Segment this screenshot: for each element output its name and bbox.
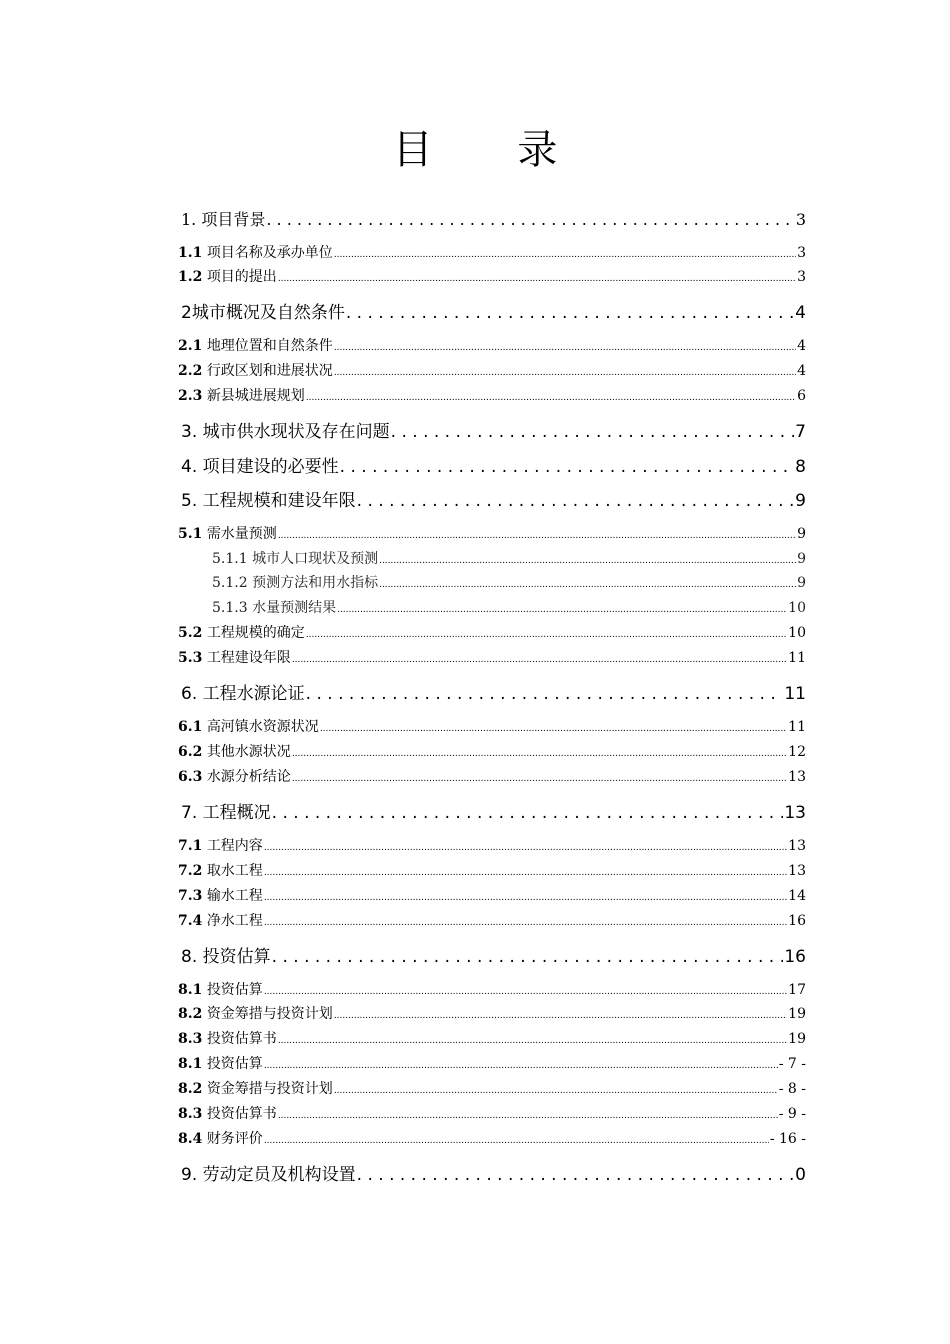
toc-entry-text: 工程建设年限 bbox=[206, 650, 291, 666]
toc-entry-text: 投资估算 bbox=[206, 1056, 263, 1072]
toc-entry-text: 取水工程 bbox=[206, 863, 263, 879]
toc-entry[interactable] bbox=[181, 800, 806, 826]
dot-leader bbox=[357, 1162, 795, 1188]
toc-entry-number: 7.4 bbox=[178, 913, 203, 929]
dot-leader bbox=[379, 550, 796, 570]
toc-entry-label bbox=[178, 360, 333, 382]
toc-entry-text: 城市供水现状及存在问题 bbox=[202, 422, 390, 442]
toc-entry-page: 8 bbox=[795, 457, 806, 477]
toc-entry[interactable] bbox=[178, 1028, 806, 1050]
toc-entry-label bbox=[178, 979, 263, 1001]
toc-entry-label bbox=[178, 1028, 277, 1050]
toc-entry-text: 投资估算书 bbox=[206, 1031, 277, 1047]
toc-entry-label bbox=[181, 454, 339, 480]
toc-entry-text: 净水工程 bbox=[206, 913, 263, 929]
toc-entry-number: 6.1 bbox=[178, 719, 203, 735]
dot-leader bbox=[272, 944, 784, 970]
toc-entry-text: 输水工程 bbox=[206, 888, 263, 904]
toc-entry-page: 12 bbox=[788, 744, 806, 760]
toc-entry-label bbox=[178, 835, 263, 857]
toc-entry-label bbox=[178, 1078, 333, 1100]
toc-entry-label bbox=[181, 488, 356, 514]
toc-entry-text: 地理位置和自然条件 bbox=[206, 338, 333, 354]
toc-entry[interactable] bbox=[178, 885, 806, 907]
toc-entry-page: - 16 - bbox=[769, 1131, 806, 1147]
dot-leader bbox=[292, 649, 787, 669]
toc-entry[interactable] bbox=[212, 548, 806, 570]
toc-entry-text: 资金筹措与投资计划 bbox=[206, 1081, 333, 1097]
toc-entry-page: 9 bbox=[797, 551, 806, 567]
toc-entry-page: - 9 - bbox=[778, 1106, 806, 1122]
toc-entry-label bbox=[212, 597, 336, 619]
dot-leader bbox=[264, 912, 787, 932]
toc-entry[interactable] bbox=[181, 207, 806, 233]
toc-entry-text: 新县城进展规划 bbox=[206, 388, 305, 404]
toc-entry-text: 行政区划和进展状况 bbox=[206, 363, 333, 379]
toc-entry-page: 17 bbox=[788, 982, 806, 998]
toc-entry-page: 19 bbox=[788, 1006, 806, 1022]
toc-entry-number: 9. bbox=[181, 1165, 198, 1185]
toc-entry-label bbox=[178, 1053, 263, 1075]
dot-leader bbox=[278, 525, 796, 545]
toc-entry-text: 工程规模和建设年限 bbox=[202, 491, 356, 511]
toc-entry-label bbox=[178, 885, 263, 907]
dot-leader bbox=[278, 1030, 787, 1050]
dot-leader bbox=[334, 1080, 778, 1100]
toc-entry-text: 工程水源论证 bbox=[202, 684, 305, 704]
dot-leader bbox=[264, 981, 787, 1001]
dot-leader bbox=[346, 300, 794, 326]
toc-entry[interactable] bbox=[178, 1078, 806, 1100]
toc-entry-number: 5.2 bbox=[178, 625, 203, 641]
dot-leader bbox=[278, 268, 796, 288]
toc-entry-label bbox=[178, 647, 291, 669]
toc-entry-label bbox=[181, 681, 305, 707]
toc-entry[interactable] bbox=[178, 266, 806, 288]
toc-entry-label bbox=[181, 207, 265, 233]
toc-entry-number: 8.4 bbox=[178, 1131, 203, 1147]
toc-entry-number: 1. bbox=[181, 210, 197, 229]
toc-entry-page: 13 bbox=[788, 838, 806, 854]
toc-entry-number: 5.1.1 bbox=[212, 551, 248, 567]
toc-entry-label bbox=[181, 1162, 356, 1188]
toc-entry-page: 11 bbox=[788, 650, 806, 666]
toc-entry-text: 城市概况及自然条件 bbox=[191, 303, 345, 323]
dot-leader bbox=[306, 387, 796, 407]
toc-entry[interactable] bbox=[178, 1103, 806, 1125]
toc-entry-text: 需水量预测 bbox=[206, 526, 277, 542]
toc-entry-page: 6 bbox=[797, 388, 806, 404]
dot-leader bbox=[357, 488, 795, 514]
toc-entry-number: 8.2 bbox=[178, 1081, 203, 1097]
toc-entry-number: 7.1 bbox=[178, 838, 203, 854]
toc-entry-page: 14 bbox=[788, 888, 806, 904]
toc-entry[interactable] bbox=[178, 242, 806, 264]
dot-leader bbox=[334, 1005, 787, 1025]
toc-entry-number: 2.2 bbox=[178, 363, 203, 379]
toc-entry-label bbox=[178, 385, 305, 407]
toc-entry-text: 工程概况 bbox=[202, 803, 271, 823]
toc-entry-text: 预测方法和用水指标 bbox=[252, 575, 379, 591]
toc-entry-text: 项目名称及承办单位 bbox=[206, 245, 333, 261]
toc-entry[interactable] bbox=[178, 1128, 806, 1150]
toc-entry[interactable] bbox=[178, 385, 806, 407]
toc-entry-number: 2.3 bbox=[178, 388, 203, 404]
toc-entry-text: 高河镇水资源状况 bbox=[206, 719, 319, 735]
dot-leader bbox=[292, 768, 787, 788]
dot-leader bbox=[337, 599, 787, 619]
dot-leader bbox=[292, 743, 787, 763]
toc-entry-number: 6.2 bbox=[178, 744, 203, 760]
toc-entry-page: 9 bbox=[797, 575, 806, 591]
dot-leader bbox=[306, 624, 787, 644]
dot-leader bbox=[264, 1130, 769, 1150]
toc-entry-page: 4 bbox=[797, 363, 806, 379]
toc-entry-number: 4. bbox=[181, 457, 198, 477]
toc-entry[interactable] bbox=[181, 681, 806, 707]
toc-entry-label bbox=[178, 766, 291, 788]
toc-entry-label bbox=[178, 716, 319, 738]
toc-entry-number: 8.2 bbox=[178, 1006, 203, 1022]
toc-entry-page: 3 bbox=[795, 210, 806, 229]
toc-entry-label bbox=[178, 622, 305, 644]
toc-entry-number: 8.3 bbox=[178, 1106, 203, 1122]
toc-entry-number: 5.1.2 bbox=[212, 575, 248, 591]
toc-entry-number: 5. bbox=[181, 491, 198, 511]
toc-entry-page: 4 bbox=[795, 303, 806, 323]
toc-entry-label bbox=[212, 572, 378, 594]
toc-entry-page: 10 bbox=[788, 600, 806, 616]
toc-entry-number: 1.2 bbox=[178, 269, 203, 285]
toc-entry-number: 2.1 bbox=[178, 338, 203, 354]
toc-entry-label bbox=[181, 944, 271, 970]
toc-entry[interactable] bbox=[178, 910, 806, 932]
toc-entry[interactable] bbox=[178, 335, 806, 357]
toc-entry-number: 7.3 bbox=[178, 888, 203, 904]
toc-entry[interactable] bbox=[181, 488, 806, 514]
toc-entry[interactable] bbox=[178, 622, 806, 644]
toc-entry-page: 10 bbox=[788, 625, 806, 641]
toc-entry-number: 7. bbox=[181, 803, 198, 823]
toc-entry-page: - 7 - bbox=[778, 1056, 806, 1072]
toc-entry-page: 9 bbox=[797, 526, 806, 542]
toc-entry-text: 项目的提出 bbox=[206, 269, 277, 285]
toc-entry-number: 1.1 bbox=[178, 245, 203, 261]
toc-entry[interactable] bbox=[178, 860, 806, 882]
toc-entry-page: 16 bbox=[784, 947, 806, 967]
toc-entry[interactable] bbox=[178, 835, 806, 857]
toc-entry-page: 13 bbox=[784, 803, 806, 823]
toc-entry-label bbox=[178, 266, 277, 288]
toc-entry-text: 城市人口现状及预测 bbox=[252, 551, 379, 567]
dot-leader bbox=[266, 207, 794, 233]
toc-entry-text: 项目背景 bbox=[201, 210, 266, 229]
toc-entry[interactable] bbox=[181, 300, 806, 326]
toc-entry-text: 项目建设的必要性 bbox=[202, 457, 339, 477]
dot-leader bbox=[264, 837, 787, 857]
toc-entry[interactable] bbox=[178, 979, 806, 1001]
toc-entry[interactable] bbox=[178, 716, 806, 738]
toc-entry-text: 投资估算 bbox=[206, 982, 263, 998]
toc-entry-label bbox=[181, 300, 345, 326]
toc-entry-label bbox=[178, 1003, 333, 1025]
toc-entry-page: 7 bbox=[795, 422, 806, 442]
toc-entry-number: 8.3 bbox=[178, 1031, 203, 1047]
dot-leader bbox=[264, 1055, 778, 1075]
toc-entry-page: 13 bbox=[788, 863, 806, 879]
toc-entry-text: 水源分析结论 bbox=[206, 769, 291, 785]
toc-entry[interactable] bbox=[178, 647, 806, 669]
toc-entry-text: 财务评价 bbox=[206, 1131, 263, 1147]
toc-entry-number: 8. bbox=[181, 947, 198, 967]
page-title: 目 录 bbox=[392, 127, 594, 173]
toc-entry-text: 投资估算 bbox=[202, 947, 271, 967]
toc-entry-number: 8.1 bbox=[178, 982, 203, 998]
toc-entry-page: 11 bbox=[788, 719, 806, 735]
toc-entry[interactable] bbox=[181, 419, 806, 445]
toc-entry-page: 4 bbox=[797, 338, 806, 354]
toc-entry-label bbox=[178, 1128, 263, 1150]
dot-leader bbox=[272, 800, 784, 826]
toc-entry-number: 5.1.3 bbox=[212, 600, 248, 616]
dot-leader bbox=[306, 681, 784, 707]
toc-entry-text: 劳动定员及机构设置 bbox=[202, 1165, 356, 1185]
toc-entry[interactable] bbox=[212, 597, 806, 619]
dot-leader bbox=[278, 1105, 778, 1125]
toc-entry-number: 6.3 bbox=[178, 769, 203, 785]
dot-leader bbox=[320, 718, 787, 738]
dot-leader bbox=[391, 419, 795, 445]
dot-leader bbox=[334, 362, 796, 382]
toc-entry-label bbox=[212, 548, 378, 570]
toc-entry-page: 11 bbox=[784, 684, 806, 704]
toc-entry[interactable] bbox=[181, 944, 806, 970]
toc-entry-number: 5.1 bbox=[178, 526, 203, 542]
dot-leader bbox=[379, 574, 796, 594]
toc-entry-text: 投资估算书 bbox=[206, 1106, 277, 1122]
toc-entry[interactable] bbox=[178, 523, 806, 545]
toc-entry-page: 0 bbox=[795, 1165, 806, 1185]
toc-entry-label bbox=[178, 741, 291, 763]
toc-entry[interactable] bbox=[178, 741, 806, 763]
toc-entry[interactable] bbox=[178, 1003, 806, 1025]
toc-entry-number: 3. bbox=[181, 422, 198, 442]
dot-leader bbox=[340, 454, 795, 480]
dot-leader bbox=[334, 244, 796, 264]
toc-entry-text: 其他水源状况 bbox=[206, 744, 291, 760]
toc-entry[interactable] bbox=[181, 454, 806, 480]
toc-entry[interactable] bbox=[178, 766, 806, 788]
toc-entry-label bbox=[178, 910, 263, 932]
toc-entry-number: 2 bbox=[181, 303, 192, 323]
toc-entry-label bbox=[178, 335, 333, 357]
toc-entry-number: 6. bbox=[181, 684, 198, 704]
toc-entry-page: - 8 - bbox=[778, 1081, 806, 1097]
dot-leader bbox=[264, 862, 787, 882]
toc-entry-label bbox=[181, 800, 271, 826]
toc-entry-label bbox=[181, 419, 390, 445]
toc-entry-number: 5.3 bbox=[178, 650, 203, 666]
toc-entry[interactable] bbox=[178, 360, 806, 382]
toc-entry-number: 8.1 bbox=[178, 1056, 203, 1072]
toc-entry-page: 19 bbox=[788, 1031, 806, 1047]
toc-entry[interactable] bbox=[178, 1053, 806, 1075]
toc-entry-text: 工程内容 bbox=[206, 838, 263, 854]
toc-entry-page: 9 bbox=[795, 491, 806, 511]
toc-entry-text: 水量预测结果 bbox=[252, 600, 337, 616]
toc-entry-text: 资金筹措与投资计划 bbox=[206, 1006, 333, 1022]
toc-entry-page: 13 bbox=[788, 769, 806, 785]
dot-leader bbox=[334, 337, 796, 357]
toc-entry-label bbox=[178, 242, 333, 264]
toc-entry[interactable] bbox=[212, 572, 806, 594]
toc-entry-page: 3 bbox=[797, 245, 806, 261]
toc-entry-number: 7.2 bbox=[178, 863, 203, 879]
toc-entry-label bbox=[178, 1103, 277, 1125]
toc-entry-page: 3 bbox=[797, 269, 806, 285]
toc-entry-label bbox=[178, 860, 263, 882]
toc-entry[interactable] bbox=[181, 1162, 806, 1188]
toc-entry-label bbox=[178, 523, 277, 545]
dot-leader bbox=[264, 887, 787, 907]
toc-entry-text: 工程规模的确定 bbox=[206, 625, 305, 641]
toc-entry-page: 16 bbox=[788, 913, 806, 929]
